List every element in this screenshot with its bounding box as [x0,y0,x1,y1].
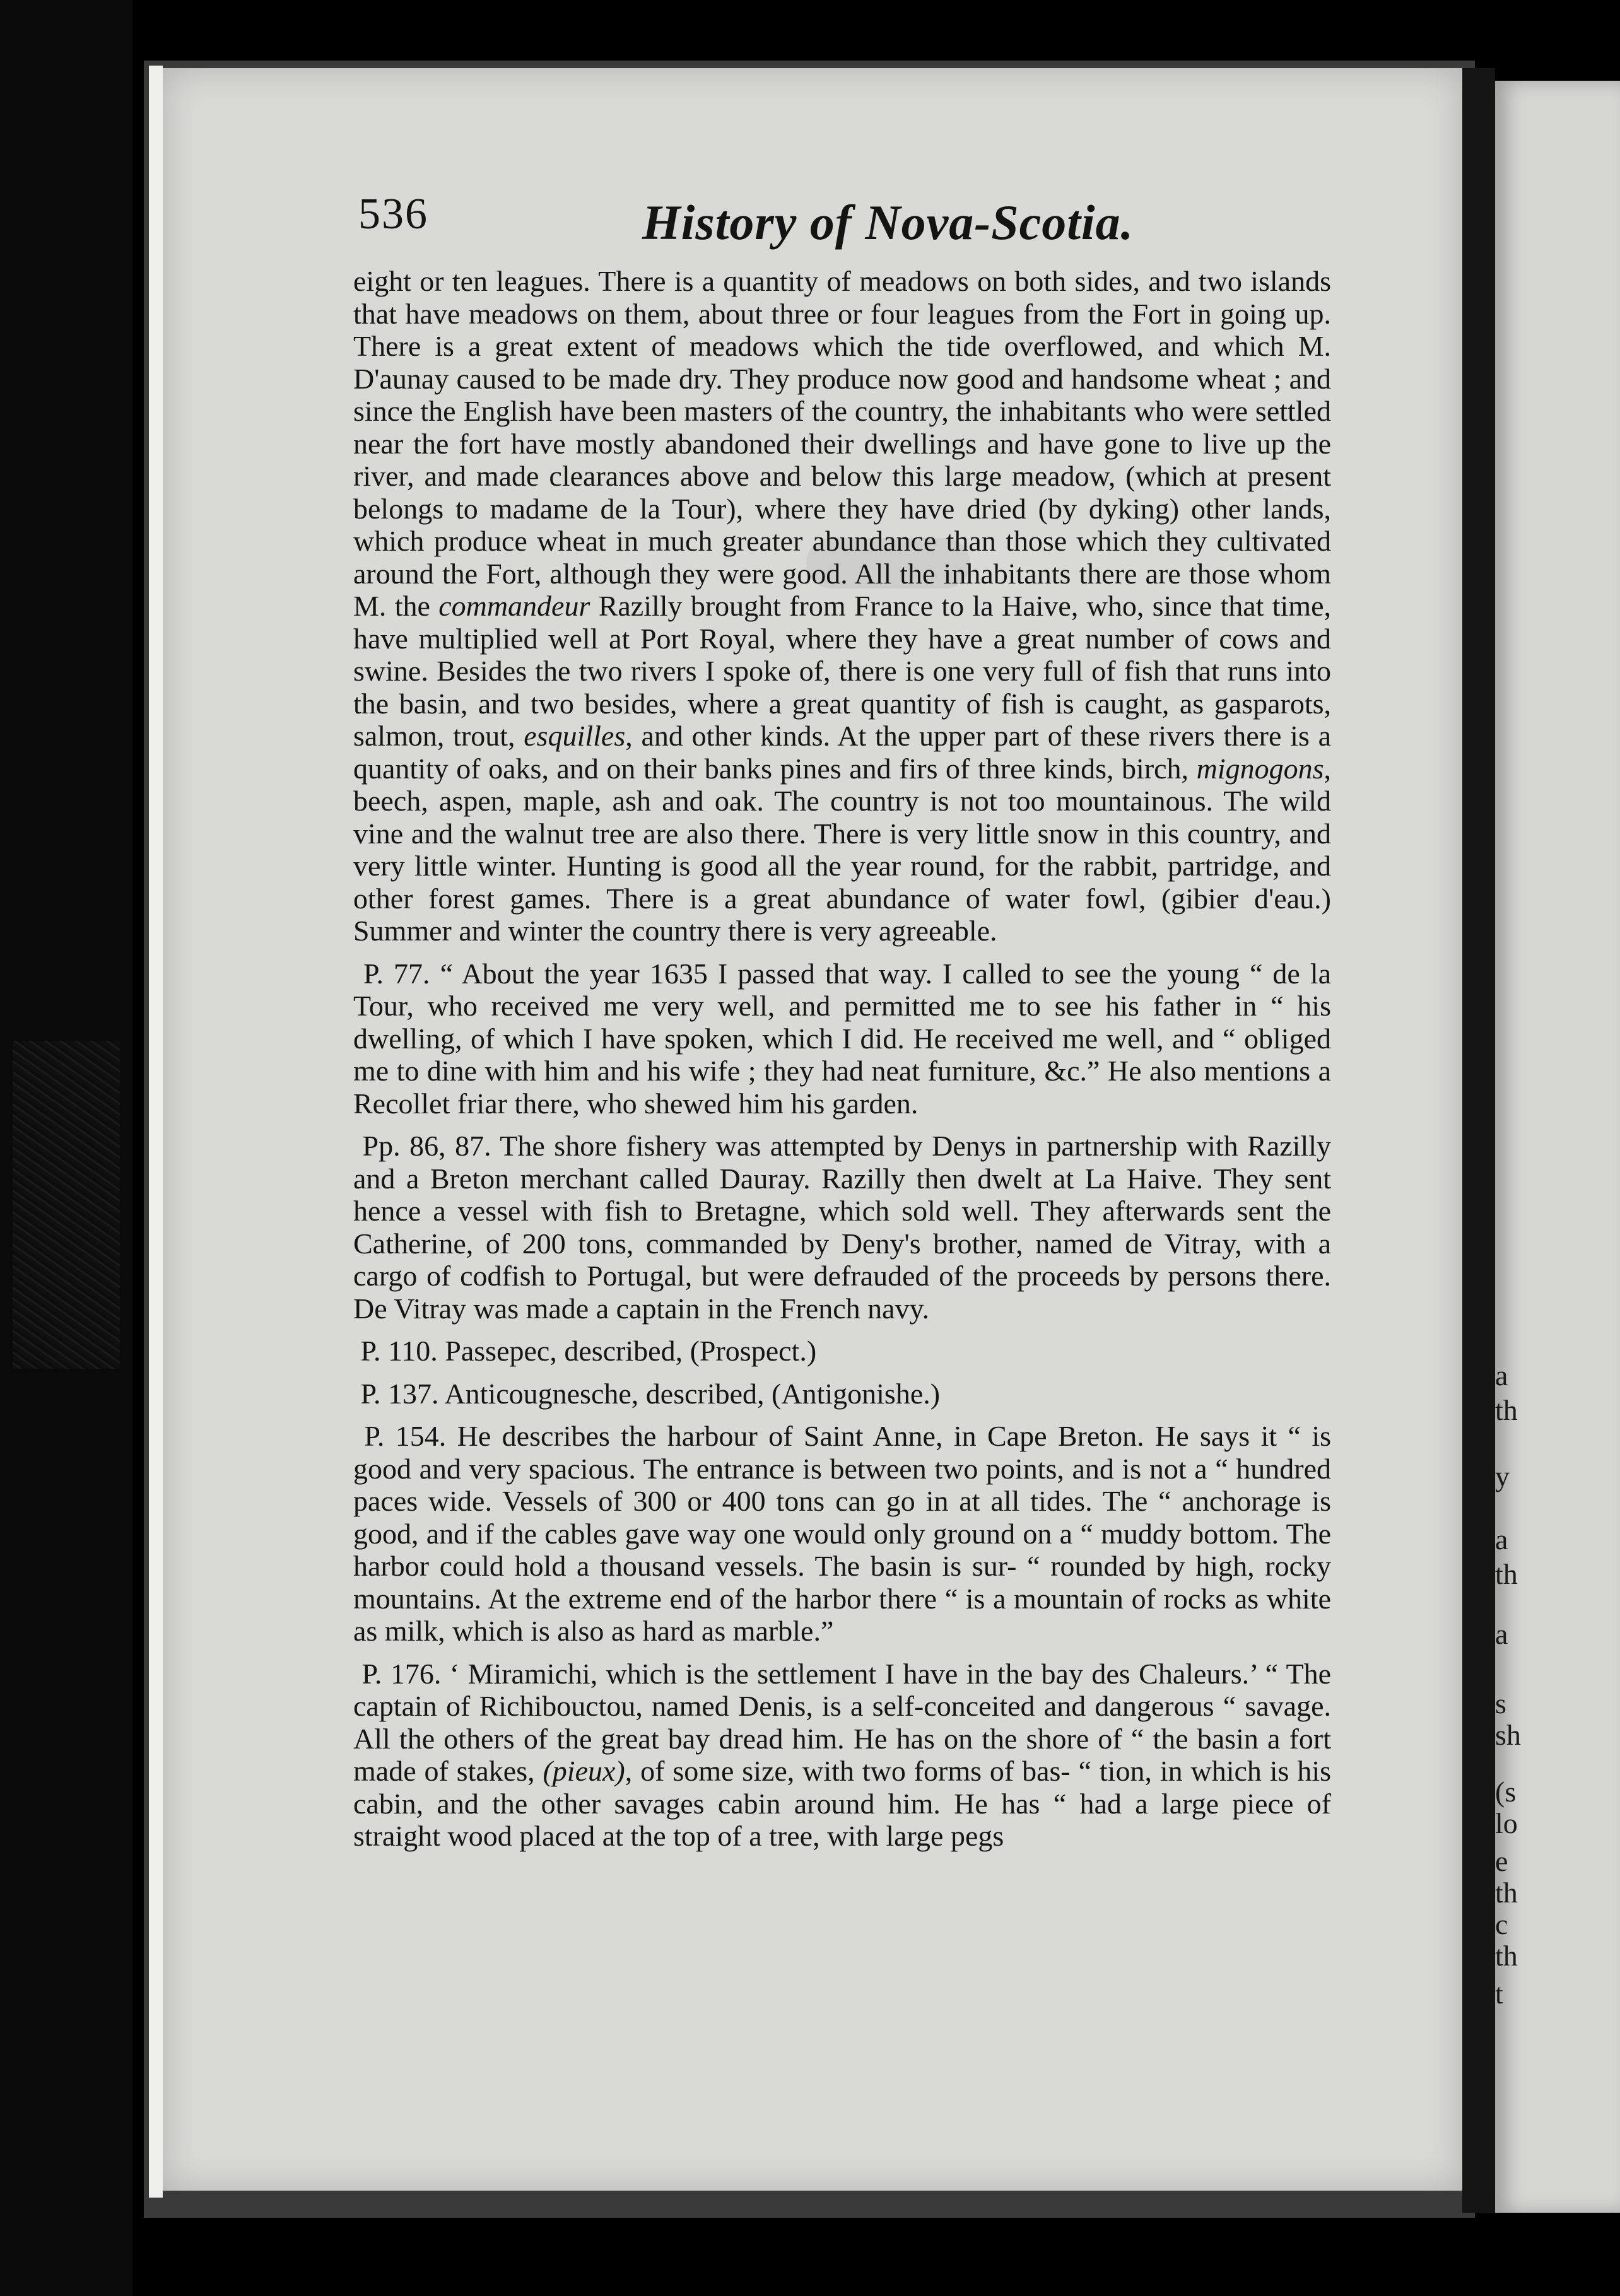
scan-noise [13,1041,120,1369]
paragraph-pp86-87 [353,1130,1331,1325]
paragraph-text: Passepec, described, (Prospect.) [437,1335,817,1367]
italic-term: mignogons [1196,752,1324,785]
paragraph-text: , of some size, with two forms of bas- “ tion, in which is his cabin, and the other savages cabin around him. He has “ had a large piece of straight wood placed at the top of a tree, with large pegs [353,1755,1331,1852]
page-reference: Pp. 86, 87. [362,1130,491,1162]
facing-page-fragment: sh [1495,1719,1521,1751]
facing-page-fragment: th [1495,1558,1518,1590]
facing-page-fragment: th [1495,1394,1518,1426]
facing-page-fragment: a [1495,1359,1508,1391]
paragraph-p176 [353,1658,1331,1853]
facing-page-fragment: th [1495,1877,1518,1909]
facing-page-fragment: y [1495,1460,1510,1492]
page-number: 536 [358,190,428,238]
facing-page-fragment: t [1495,1977,1503,2010]
paragraph-text: “ About the year 1635 I passed that way. I called to see the young “ de la Tour, who received me very well, and permitted me to see his father in “ his dwelling, of which I have spoken, which I did. He received me well, and “ obliged me to dine with him and his wife ; they had neat furniture, &c.” He also mentions a Recollet friar there, who shewed him his garden. [353,957,1332,1120]
paragraph-p110 [353,1335,1331,1368]
paragraph-p154 [353,1420,1331,1648]
scan-left-margin [0,0,132,2296]
paragraph-text: ‘ Miramichi, which is the settlement I have in the bay des Chaleurs.’ “ The captain of Richibouctou, named Denis, is a self-conceited and dangerous “ savage. All the others of the great bay dread him. He has on the shore of “ the basin a fort made of stakes, [353,1657,1332,1787]
paragraph-text: Anticougnesche, described, (Antigonishe.) [438,1377,941,1410]
facing-page-fragment: a [1495,1618,1508,1650]
paragraph-meadows [353,265,1331,947]
running-title: History of Nova-Scotia. [642,195,1134,250]
page-reference: P. 176. [361,1657,442,1690]
paragraph-text: , beech, aspen, maple, ash and oak. The country is not too mountainous. The wild vine and the walnut tree are also there. There is very little snow in this country, and very little winter. Hunting is good all the year round, for the rabbit, partridge, and other forest games. There is a great abundance of water fowl, (gibier d'eau.) Summer and winter the country there is very agreeable. [353,752,1331,947]
paragraph-p137 [353,1378,1331,1410]
facing-page-fragment: a [1495,1523,1508,1555]
italic-term: commandeur [438,590,590,622]
facing-page-fragment: e [1495,1845,1508,1877]
paragraph-text: The shore fishery was attempted by Denys in partnership with Razilly and a Breton merchant called Dauray. Razilly then dwelt at La Haive. They sent hence a vessel with fish to Bretagne, which sold well. They afterwards sent the Catherine, of 200 tons, commanded by Deny's brother, named de Vitray, with a cargo of codfish to Portugal, but were defrauded of the proceeds by persons there. De Vitray was made a captain in the French navy. [353,1130,1332,1325]
book-gutter [1462,68,1495,2213]
facing-page [1495,81,1620,2213]
paragraph-p77 [353,958,1331,1120]
paragraph-text: He describes the harbour of Saint Anne, in Cape Breton. He says it “ is good and very spacious. The entrance is between two points, and is not a “ hundred paces wide. Vessels of 300 or 400 tons can go in at all tides. The “ anchorage is good, and if the cables gave way one would only ground on a “ muddy bottom. The harbor could hold a thousand vessels. The basin is sur- “ rounded by high, rocky mountains. At the extreme end of the harbor there “ is a mountain of rocks as white as milk, which is also as hard as marble.” [353,1420,1332,1647]
facing-page-fragment: th [1495,1940,1518,1972]
page-header [358,189,1368,259]
paragraph-text: Razilly brought from France to la Haive, who, since that time, have multiplied well at Port Royal, where they have a great number of cows and swine. Besides the two rivers I spoke of, there is one very full of fish that runs into the basin, and two besides, where a great quantity of fish is caught, as gasparots, salmon, trout, [353,590,1331,752]
italic-term: esquilles [524,720,626,752]
page-reference: P. 110. [360,1335,438,1367]
facing-page-fragment: c [1495,1908,1508,1940]
paragraph-text: eight or ten leagues. There is a quantity of meadows on both sides, and two islands that have meadows on them, about three or four leagues from the Fort in going up. There is a great extent of meadows which the tide overflowed, and which M. D'aunay caused to be made dry. They produce now good and handsome wheat ; and since the English have been masters of the country, the inhabitants who were settled near the fort have mostly abandoned their dwellings and have gone to live up the river, and made clearances above and below this large meadow, (which at present belongs to madame de la Tour), where they have dried (by dyking) other lands, which produce wheat in much greater abundance than those which they cultivated around the Fort, although they were good. All the inhabitants there are those whom M. the [353,265,1331,622]
page-body [353,265,1331,1863]
page-reference: P. 77. [363,957,430,990]
page-reference: P. 154. [364,1420,447,1452]
facing-page-fragment: s [1495,1687,1506,1719]
page-edge [149,66,163,2198]
facing-page-fragment: lo [1495,1807,1518,1839]
italic-term: (pieux) [543,1755,625,1787]
facing-page-fragment: (s [1495,1776,1517,1808]
page-reference: P. 137. [360,1377,439,1410]
paragraph-text: , and other kinds. At the upper part of these rivers there is a quantity of oaks, and on their banks pines and firs of three kinds, birch, [353,720,1332,785]
